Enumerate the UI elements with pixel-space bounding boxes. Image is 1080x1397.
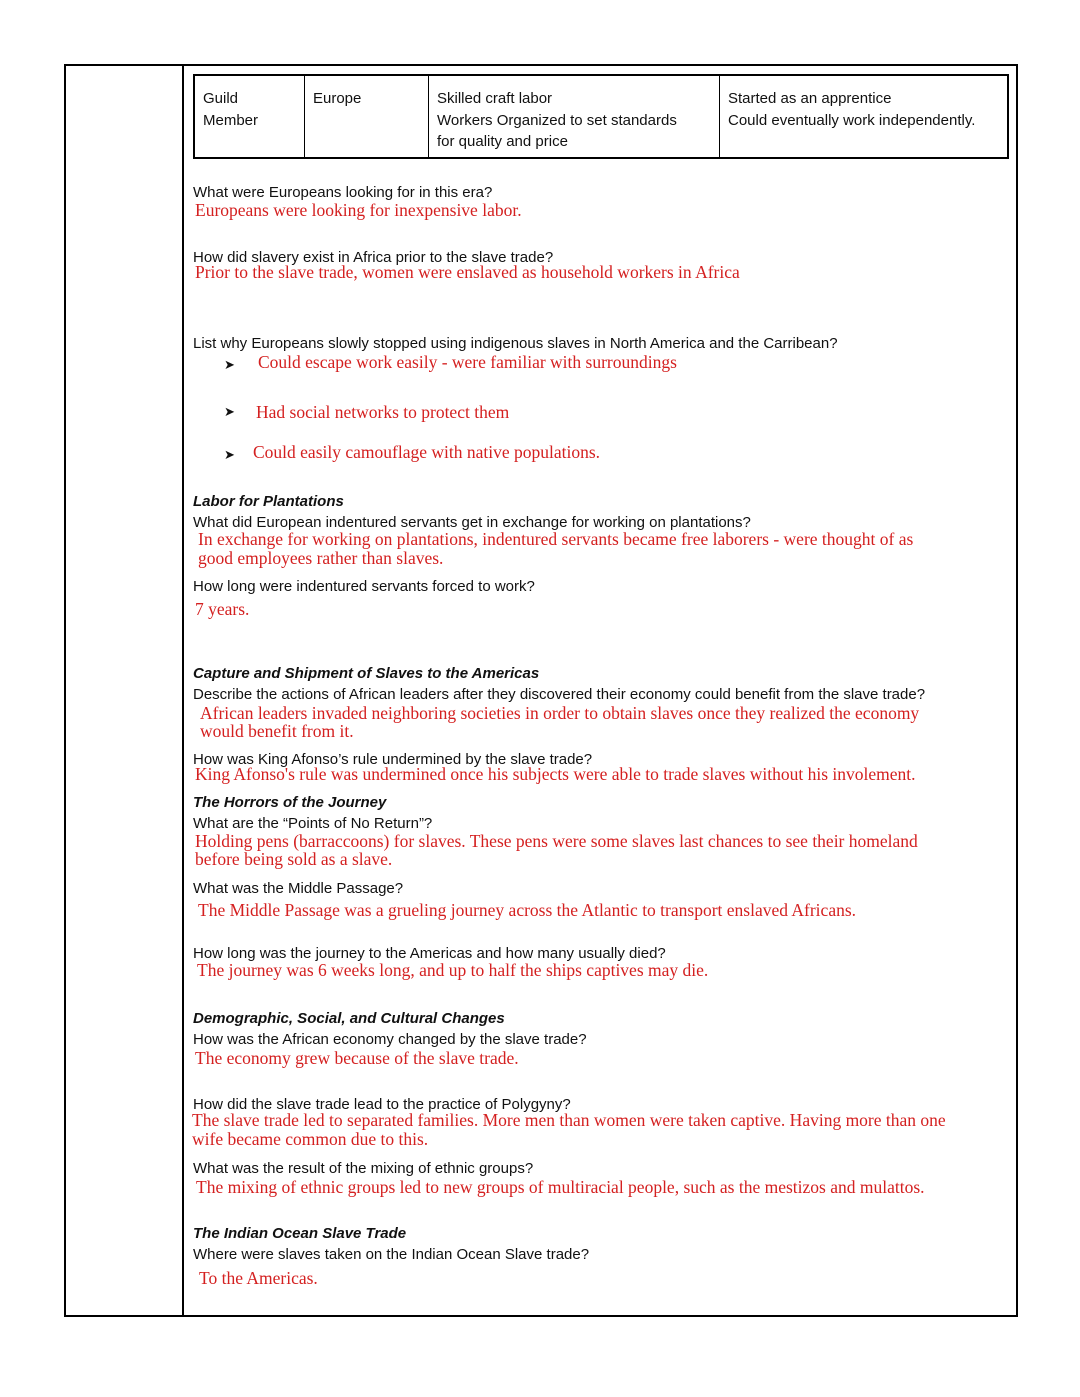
- question-text: What did European indentured servants get in exchange for working on plantations?: [193, 514, 751, 531]
- answer-text: African leaders invaded neighboring societies in order to obtain slaves once they realized the economy: [200, 703, 920, 723]
- answer-text: wife became common due to this.: [192, 1129, 429, 1149]
- answer-text: To the Americas.: [199, 1268, 318, 1288]
- section-heading: Capture and Shipment of Slaves to the Americas: [193, 665, 540, 682]
- path-line: Started as an apprentice: [728, 90, 892, 107]
- answer-text: The mixing of ethnic groups led to new groups of multiracial people, such as the mestizos and mulattos.: [196, 1177, 925, 1197]
- labor-cell: [429, 75, 720, 158]
- answer-text: Holding pens (barraccoons) for slaves. These pens were some slaves last chances to see their homeland: [195, 831, 918, 851]
- question-text: What are the “Points of No Return”?: [193, 815, 433, 832]
- answer-text: Europeans were looking for inexpensive labor.: [195, 200, 522, 220]
- answer-text: 7 years.: [195, 599, 250, 619]
- role-line: Guild: [203, 90, 239, 107]
- section-heading: The Indian Ocean Slave Trade: [193, 1225, 407, 1242]
- labor-line: Workers Organized to set standards: [437, 111, 677, 129]
- bullet-answer: Had social networks to protect them: [256, 402, 510, 422]
- question-text: What was the Middle Passage?: [193, 880, 404, 897]
- answer-text: Prior to the slave trade, women were enslaved as household workers in Africa: [195, 262, 740, 282]
- question-text: How did the slave trade lead to the practice of Polygyny?: [193, 1096, 571, 1113]
- bullet-answer: Could easily camouflage with native populations.: [253, 442, 601, 462]
- guild-table: [193, 74, 1009, 159]
- question-text: Where were slaves taken on the Indian Ocean Slave trade?: [193, 1246, 590, 1263]
- labor-line: Skilled craft labor: [437, 90, 553, 107]
- arrowhead-bullet-icon: ➤: [224, 448, 235, 463]
- question-text: List why Europeans slowly stopped using indigenous slaves in North America and the Carribean?: [193, 335, 838, 352]
- question-text: How long were indentured servants forced to work?: [193, 578, 535, 595]
- question-text: How was King Afonso’s rule undermined by the slave trade?: [193, 751, 593, 768]
- section-heading: Labor for Plantations: [193, 493, 344, 510]
- labor-line: for quality and price: [437, 133, 568, 150]
- question-text: How did slavery exist in Africa prior to the slave trade?: [193, 249, 554, 266]
- question-text: What were Europeans looking for in this era?: [193, 184, 493, 201]
- arrowhead-bullet-icon: ➤: [224, 405, 235, 420]
- question-text: Describe the actions of African leaders after they discovered their economy could benefit from the slave trade?: [193, 686, 926, 703]
- role-line: Member: [203, 111, 259, 129]
- question-text: What was the result of the mixing of ethnic groups?: [193, 1160, 534, 1177]
- answer-text: The economy grew because of the slave trade.: [195, 1048, 519, 1068]
- answer-text: In exchange for working on plantations, indentured servants became free laborers - were thought of as: [198, 529, 914, 549]
- path-cell: [720, 75, 1009, 158]
- answer-text: King Afonso's rule was undermined once his subjects were able to trade slaves without his involement.: [195, 764, 916, 784]
- answer-text: before being sold as a slave.: [195, 849, 393, 869]
- column-divider: [182, 64, 184, 1317]
- answer-text: The slave trade led to separated families. More men than women were taken captive. Having more than one: [192, 1110, 946, 1130]
- question-text: How long was the journey to the Americas and how many usually died?: [193, 945, 666, 962]
- path-line: Could eventually work independently.: [728, 111, 976, 129]
- region-text: Europe: [313, 90, 362, 107]
- region-cell: [305, 75, 429, 158]
- table-row: [194, 75, 1008, 158]
- role-cell: [194, 75, 305, 158]
- arrowhead-bullet-icon: ➤: [224, 358, 235, 373]
- section-heading: Demographic, Social, and Cultural Changes: [193, 1010, 505, 1027]
- answer-text: would benefit from it.: [200, 721, 354, 741]
- section-heading: The Horrors of the Journey: [193, 794, 387, 811]
- answer-text: The journey was 6 weeks long, and up to half the ships captives may die.: [197, 960, 709, 980]
- answer-text: good employees rather than slaves.: [198, 548, 444, 568]
- answer-text: The Middle Passage was a grueling journey across the Atlantic to transport enslaved Africans.: [198, 900, 857, 920]
- question-text: How was the African economy changed by the slave trade?: [193, 1031, 587, 1048]
- bullet-answer: Could escape work easily - were familiar with surroundings: [258, 352, 677, 372]
